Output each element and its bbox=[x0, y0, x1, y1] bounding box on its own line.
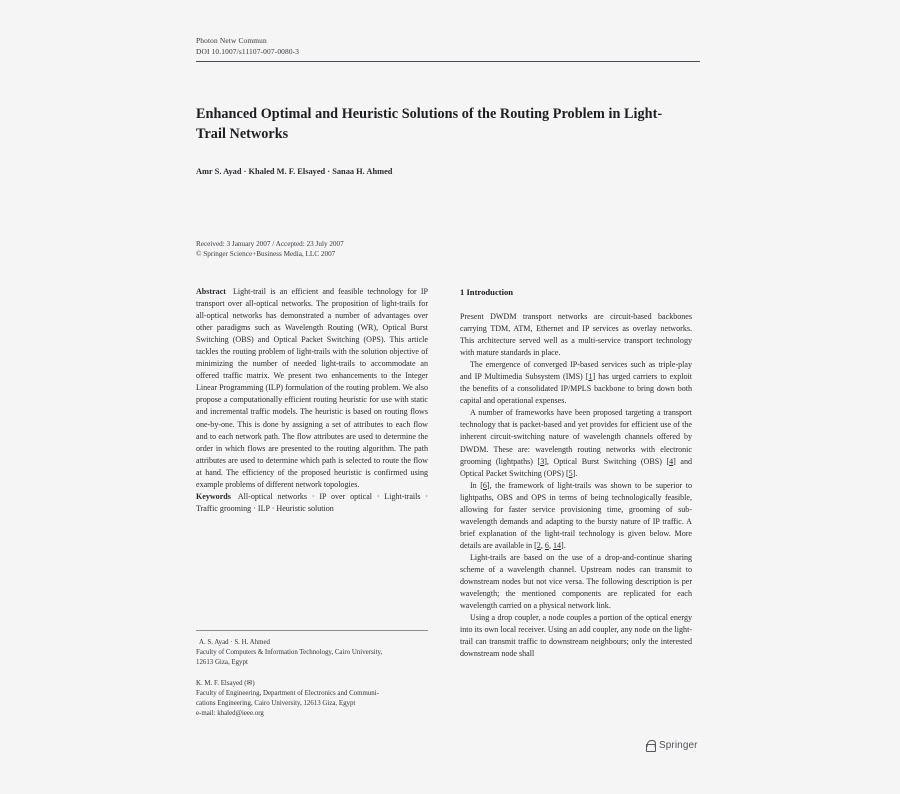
intro-p2-text-b: ] has urged carriers to exploit the benefits of a consolidated IP/MPLS backbone to bring down both capital and operational expenses. bbox=[460, 372, 692, 406]
journal-name: Photon Netw Commun bbox=[196, 36, 267, 45]
keywords-paragraph bbox=[196, 491, 428, 515]
springer-mark-icon bbox=[645, 739, 656, 752]
received-accepted-line: Received: 3 January 2007 / Accepted: 23 July 2007 bbox=[196, 239, 344, 248]
affiliation-2-line2: cations Engineering, Cairo University, 12613 Giza, Egypt bbox=[196, 700, 356, 708]
springer-logo bbox=[645, 739, 698, 752]
affiliation-1-names: A. S. Ayad · S. H. Ahmed bbox=[199, 639, 270, 646]
affiliation-block bbox=[196, 630, 428, 729]
citation-link-5[interactable]: 5 bbox=[568, 468, 573, 478]
intro-paragraph-1: Present DWDM transport networks are circuit-based backbones carrying TDM, ATM, Ethernet and IP services as overlay networks. This architecture served well as a multi-service transport technology with mature standards in place. bbox=[460, 312, 692, 358]
publication-dates bbox=[196, 239, 700, 260]
page-title: Enhanced Optimal and Heuristic Solutions of the Routing Problem in Light-Trail Networks bbox=[196, 106, 663, 142]
affiliation-1-line2: 12613 Giza, Egypt bbox=[196, 659, 248, 667]
citation-link-2[interactable]: 2 bbox=[536, 540, 541, 550]
running-head bbox=[196, 36, 700, 57]
intro-paragraph-2 bbox=[460, 359, 692, 407]
section-heading-introduction: 1 Introduction bbox=[460, 287, 514, 297]
right-column bbox=[460, 286, 692, 660]
intro-paragraph-5: Light-trails are based on the use of a drop-and-continue sharing scheme of a wavelength channel. Upstream nodes can transmit to downstream nodes but not vice versa. The following description is per wavelength; the mentioned components are replicated for each wavelength carried on a physical network link. bbox=[460, 552, 692, 611]
intro-p3-text-c: ] and Optical Packet Switching (OPS) [ bbox=[460, 456, 693, 478]
intro-p4-text-e: ]. bbox=[561, 540, 566, 550]
affiliation-2-email[interactable]: e-mail: khaled@ieee.org bbox=[196, 710, 264, 718]
affiliation-2 bbox=[196, 679, 428, 720]
intro-p3-text-d: ]. bbox=[572, 468, 578, 478]
affiliation-2-names: K. M. F. Elsayed (✉) bbox=[196, 679, 255, 687]
intro-p4-text-c: , bbox=[540, 540, 545, 550]
citation-link-4[interactable]: 4 bbox=[669, 456, 674, 466]
intro-p4-text-d: , bbox=[548, 540, 553, 550]
intro-paragraph-6: Using a drop coupler, a node couples a portion of the optical energy into its own local receiver. Using an add coupler, any node on the light-trail can transmit traffic to downstream neighbours; only the interested downstream node shall bbox=[460, 613, 692, 659]
intro-p4-text-a: In [ bbox=[470, 480, 483, 490]
left-column bbox=[196, 286, 428, 515]
citation-link-14[interactable]: 14 bbox=[552, 540, 562, 550]
intro-p3-text-a: A number of frameworks have been proposed targeting a transport technology that is packet-based and yet provides for efficient use of the inherent circuit-switching nature of wavelength channels offered by DWDM. These are: wavelength routing networks with electronic grooming (lightpaths) [ bbox=[460, 408, 692, 466]
abstract-label: Abstract bbox=[196, 287, 226, 296]
doi-line: DOI 10.1007/s11107-007-0080-3 bbox=[196, 46, 300, 56]
title-block bbox=[196, 105, 700, 259]
intro-p4-text-b: ], the framework of light-trails was shown to be superior to lightpaths, OBS and OPS in terms of being technologically feasible, allowing for faster service provisioning time, grooming of sub-wavelength demands and adapting to the bursty nature of IP traffic. A brief explanation of the light-trail technology is given below. More details are available in [ bbox=[460, 480, 692, 550]
springer-wordmark: Springer bbox=[659, 740, 698, 751]
keywords-text: All-optical networks · IP over optical · Light-trails · Traffic grooming · ILP · Heuristic solution bbox=[196, 491, 428, 513]
affiliation-1-line1: Faculty of Computers & Information Technology, Cairo University, bbox=[196, 649, 383, 657]
copyright-line: © Springer Science+Business Media, LLC 2007 bbox=[196, 250, 336, 258]
intro-paragraph-4 bbox=[460, 480, 692, 552]
citation-link-1[interactable]: 1 bbox=[588, 372, 593, 382]
citation-link-3[interactable]: 3 bbox=[540, 456, 545, 466]
citation-link-6[interactable]: 6 bbox=[482, 480, 487, 490]
paper-header-block bbox=[196, 36, 700, 259]
abstract-paragraph bbox=[196, 286, 428, 491]
citation-link-6b[interactable]: 6 bbox=[544, 540, 549, 550]
affiliation-divider bbox=[196, 630, 428, 631]
abstract-text: Light-trail is an efficient and feasible technology for IP transport over all-optical networks. The proposition of light-trails for all-optical networks has demonstrated a number of advantages over other paradigms such as Wavelength Routing (WR), Optical Burst Switching (OBS) and Optical Packet Switching (OPS). This article tackles the routing problem of light-trails with the solution objective of minimizing the number of needed light-trails to accommodate an offered traffic matrix. We present two enhancements to the Integer Linear Programming (ILP) formulation of the routing problem. We also propose a computationally efficient routing heuristic for use with static and incremental traffic models. The heuristic is based on routing flows one-by-one. This is done by assigning a set of attributes to each flow and to each network path. The flow attributes are used to determine the order in which flows are presented to the routing algorithm. The path attributes are used to determine which path is selected to route the flow at hand. The efficiency of the proposed heuristic is confirmed using example problems of different network topologies. bbox=[196, 287, 428, 489]
intro-p3-text-b: ], Optical Burst Switching (OBS) [ bbox=[544, 456, 670, 466]
header-divider bbox=[196, 61, 700, 62]
intro-p2-text-a: The emergence of converged IP-based services such as triple-play and IP Multimedia Subsystem (IMS) [ bbox=[460, 360, 692, 382]
keywords-label: Keywords bbox=[196, 491, 231, 501]
affiliation-1 bbox=[196, 638, 428, 669]
author-list: Amr S. Ayad · Khaled M. F. Elsayed · Sanaa H. Ahmed bbox=[196, 167, 393, 177]
affiliation-2-line1: Faculty of Engineering, Department of Electronics and Communi- bbox=[196, 689, 379, 697]
intro-paragraph-3 bbox=[460, 407, 692, 479]
